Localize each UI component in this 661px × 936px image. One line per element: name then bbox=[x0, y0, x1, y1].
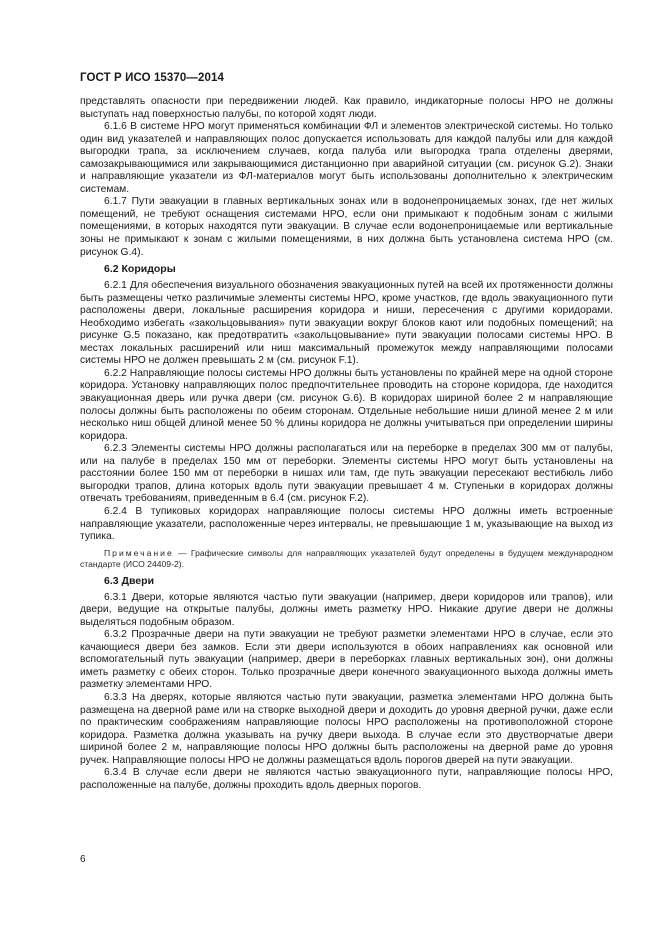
note bbox=[80, 548, 613, 570]
paragraph-continuation: представлять опасности при передвижении людей. Как правило, индикаторные полосы НРО не должны выступать над поверхностью палубы, по которой ходят люди. bbox=[80, 96, 613, 120]
paragraph-6-1-7: 6.1.7 Пути эвакуации в главных вертикальных зонах или в водонепроницаемых зонах, где нет жилых помещений, не требуют оснащения системами НРО, если они примыкают к подобным зонам с жилыми помещениями, в которых находятся пути эвакуации. В случае если водонепроницаемые или вертикальные зоны не примыкают к зонам с жилыми помещениями, в них должна быть установлена система НРО (см. рисунок G.4). bbox=[80, 196, 613, 258]
paragraph-6-3-3: 6.3.3 На дверях, которые являются частью пути эвакуации, разметка элементами НРО должна быть размещена на дверной раме или на створке выходной двери и доходить до уровня дверной ручки, даже если по практическим соображениям направляющие полосы НРО расположены на противоположной стороне коридора. Разметка должна указывать на ручку двери выхода. В случае если это двустворчатые двери шириной более 2 м, направляющие полосы НРО должны быть расположены на дверной раме до уровня ручек. Направляющие полосы НРО не должны размещаться вдоль порогов дверей на пути эвакуации. bbox=[80, 691, 613, 766]
note-label: Примечание bbox=[104, 547, 174, 558]
section-heading-6-3: 6.3 Двери bbox=[104, 574, 155, 587]
document-header: ГОСТ Р ИСО 15370—2014 bbox=[80, 72, 225, 84]
document-body bbox=[80, 96, 613, 792]
paragraph-6-2-3: 6.2.3 Элементы системы НРО должны располагаться или на переборке в пределах 300 мм от палубы, или на палубе в пределах 150 мм от переборки. Элементы системы НРО могут быть установлены на расстоянии более 150 мм от переборки в нишах или там, где путь эвакуации пересекают вестибюль либо выгородки трапов, длина которых вдоль пути эвакуации превышает 4 м. Ступеньки в коридорах должны отвечать требованиям, приведенным в 6.4 (см. рисунок F.2). bbox=[80, 443, 613, 505]
paragraph-6-2-2: 6.2.2 Направляющие полосы системы НРО должны быть установлены по крайней мере на одной стороне коридора. Установку направляющих полос предпочтительнее проводить на стороне коридора, где находится эвакуационная дверь или ручка двери (см. рисунок G.6). В коридорах шириной более 2 м направляющие полосы должны быть расположены по обеим сторонам. Отдельные небольшие ниши длиной менее 2 м или несколько ниш общей длиной менее 50 % длины коридора не должны учитываться при определении ширины коридора. bbox=[80, 367, 613, 442]
section-heading-6-2: 6.2 Коридоры bbox=[104, 263, 176, 276]
paragraph-6-2-4: 6.2.4 В тупиковых коридорах направляющие полосы системы НРО должны иметь встроенные направляющие указатели, расположенные через интервалы, не превышающие 1 м, указывающие на выход из тупика. bbox=[80, 505, 613, 543]
paragraph-6-1-6: 6.1.6 В системе НРО могут применяться комбинации ФЛ и элементов электрической системы. Но только один вид указателей и направляющих полос допускается использовать для каждой палубы или для каждой выгородки трапа, за исключением случаев, когда палуба или выгородка трапа отделены дверями, самозакрывающимися или закрывающимися дистанционно при аварийной ситуации (см. рисунок G.2). Знаки и направляющие указатели из ФЛ-материалов могут быть использованы дополнительно к электрическим системам. bbox=[80, 121, 613, 195]
paragraph-6-3-2: 6.3.2 Прозрачные двери на пути эвакуации не требуют разметки элементами НРО в случае, если это качающиеся двери без замков. Если эти двери используются в обоих направлениях как основной или вспомогательный путь эвакуации (например, двери в переборках главных вертикальных зон), они должны иметь разметку с обеих сторон. Только прозрачные двери конечного эвакуационного выхода должны иметь разметку элементами НРО. bbox=[80, 629, 613, 691]
paragraph-6-2-1: 6.2.1 Для обеспечения визуального обозначения эвакуационных путей на всей их протяженности должны быть размещены четко различимые элементы системы НРО, кроме участков, где вдоль эвакуационного пути расположены двери, локальные расширения коридора и ниши, пересечения с другими коридорами. Необходимо избегать «закольцовывания» пути эвакуации вокруг блоков кают или подобных помещений; на рисунке G.5 показано, как предотвратить «закольцовывание» пути эвакуации полосами системы НРО. В местах локальных расширений или ниш максимальный промежуток между направляющими полосами системы НРО не должен превышать 2 м (см. рисунок F.1). bbox=[80, 280, 613, 367]
page-number: 6 bbox=[80, 854, 86, 865]
paragraph-6-3-4: 6.3.4 В случае если двери не являются частью эвакуационного пути, направляющие полосы НРО, расположенные на палубе, должны проходить вдоль дверных порогов. bbox=[80, 767, 613, 791]
note-text: — Графические символы для направляющих указателей будут определены в будущем международном стандарте (ИСО 24409-2). bbox=[80, 547, 613, 569]
paragraph-6-3-1: 6.3.1 Двери, которые являются частью пути эвакуации (например, двери коридоров или трапов), или двери, ведущие на открытые палубы, должны иметь разметку НРО. Никакие другие двери не должны выделяться подобным образом. bbox=[80, 591, 613, 628]
